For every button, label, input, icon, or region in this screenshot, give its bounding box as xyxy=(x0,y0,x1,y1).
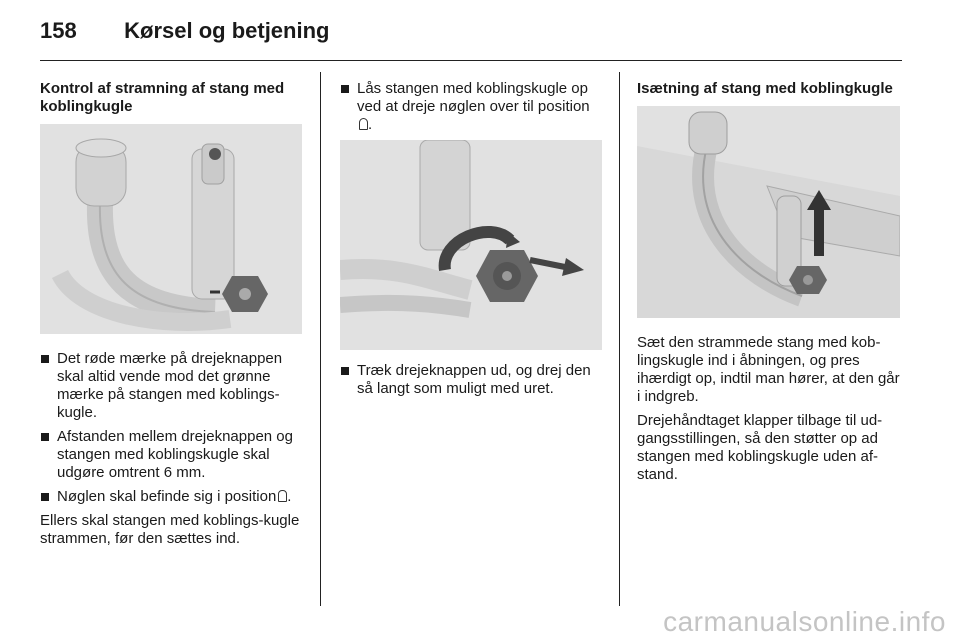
bullet-square xyxy=(341,85,349,93)
list-item: Lås stangen med koblingskugle op ved at dreje nøglen over til position . xyxy=(340,80,604,134)
column-3 xyxy=(637,80,902,490)
section-heading-insert: Isætning af stang med koblingkugle xyxy=(637,80,893,97)
column-2 xyxy=(340,80,604,404)
column-divider-1 xyxy=(320,72,321,606)
towbar-insert-illustration xyxy=(637,106,900,318)
page-number: 158 xyxy=(40,18,77,43)
knob-unlock-illustration xyxy=(340,140,602,350)
lock-open-icon xyxy=(359,118,368,130)
towbar-check-illustration xyxy=(40,124,302,334)
lock-closed-icon xyxy=(278,490,287,502)
body-paragraph: Sæt den strammede stang med kob-lingskugle ind i åbningen, og pres ihærdigt op, indtil man hører, at den går i indgreb. xyxy=(637,334,900,405)
page-title: Kørsel og betjening xyxy=(124,18,330,43)
figure-towbar-insert xyxy=(637,106,900,318)
list-item: Træk drejeknappen ud, og drej den så langt som muligt med uret. xyxy=(340,362,604,398)
list-item: Afstanden mellem drejeknappen og stangen med koblingskugle skal udgøre omtrent 6 mm. xyxy=(40,428,304,482)
figure-towbar-check xyxy=(40,124,302,334)
page-header xyxy=(40,18,329,44)
body-paragraph: Ellers skal stangen med koblings-kugle strammen, før den sættes ind. xyxy=(40,512,300,547)
header-rule xyxy=(40,60,902,61)
bullet-square xyxy=(41,433,49,441)
section-heading-check: Kontrol af stramning af stang med koblingkugle xyxy=(40,80,285,115)
body-paragraph: Drejehåndtaget klapper tilbage til ud-gangsstillingen, så den støtter op ad stangen med koblingskugle uden af-stand. xyxy=(637,412,883,483)
list-item: Nøglen skal befinde sig i position . xyxy=(40,488,304,506)
column-1 xyxy=(40,80,304,554)
bullet-square xyxy=(41,493,49,501)
watermark: carmanualsonline.info xyxy=(663,606,946,637)
bullet-square xyxy=(341,367,349,375)
list-item: Det røde mærke på drejeknappen skal altid vende mod det grønne mærke på stangen med koblings-kugle. xyxy=(40,350,304,422)
bullet-square xyxy=(41,355,49,363)
figure-knob-unlock xyxy=(340,140,602,350)
column-divider-2 xyxy=(619,72,620,606)
